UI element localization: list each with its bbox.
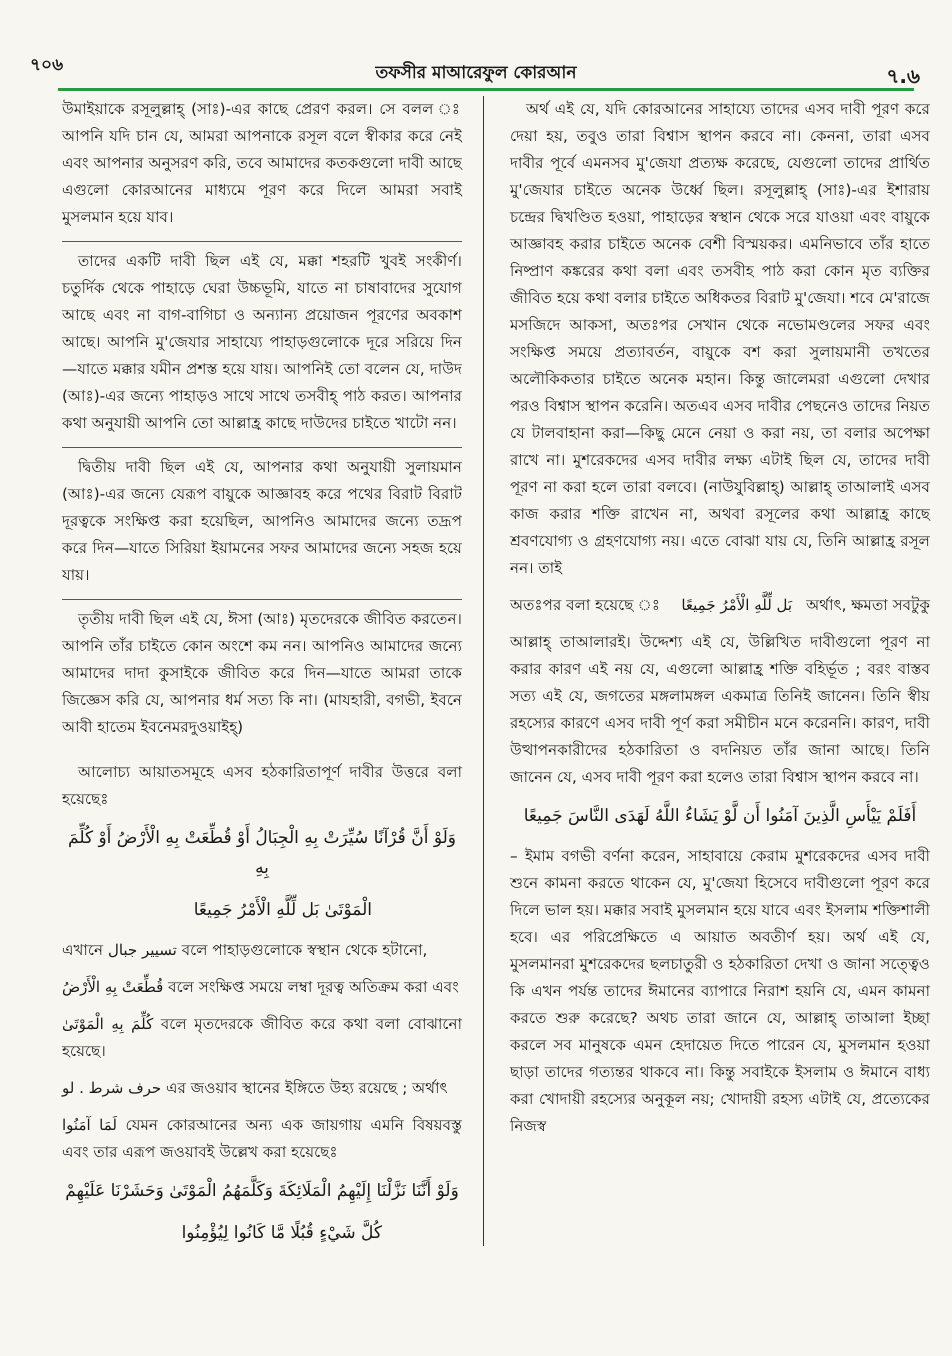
left-paragraph-1: উমাইয়াকে রসূলুল্লাহ্ (সাঃ)-এর কাছে প্রেরণ করল। সে বলল ঃ আপনি যদি চান যে, আমরা আপনাকে রসূল বলে স্বীকার করে নেই এবং আপনার অনুসরণ করি, তবে আমাদের কতকগুলো দাবী আছে এগুলো কোরআনের মাধ্যমে পূরণ করে দিলে আমরা সবাই মুসলমান হয়ে যাব।: [62, 100, 462, 226]
left-paragraph-8: [62, 1011, 462, 1065]
arabic-inline-qutti-at: قُطِّعَتْ بِهِ الْأَرْضُ: [62, 978, 164, 996]
left-paragraph-7: [62, 974, 462, 1001]
header-rule: [58, 88, 914, 91]
arabic-inline-lama-amanu: لَمَا آمَنُوا: [62, 1116, 117, 1134]
left-paragraph-2: তাদের একটি দাবী ছিল এই যে, মক্কা শহরটি খুবই সংকীর্ণ। চতুর্দিক থেকে পাহাড়ে ঘেরা উচ্চভূমি, যাতে না চাষাবাদের সুযোগ আছে এবং না বাগ-বাগিচা ও অন্যান্য প্রয়োজন পূরণের অবকাশ আছে। আপনি মু'জেযার সাহায্যে পাহাড়গুলোকে দূরে সরিয়ে দিন—যাতে মক্কার যমীন প্রশস্ত হয়ে যায়। আপনিই তো বলেন যে, দাউদ (আঃ)-এর জন্যে পাহাড়ও সাথে সাথে তসবীহ্ পাঠ করত। আপনার কথা অনুযায়ী আপনি তো আল্লাহ্র কাছে দাউদের চাইতে খাটো নন।: [62, 241, 462, 437]
column-divider: [483, 96, 484, 1246]
paragraph-2-start: অতঃপর বলা হয়েছে ঃ: [510, 596, 660, 614]
paragraph-6-end: বলে পাহাড়গুলোকে স্বস্থান থেকে হটানো,: [181, 941, 428, 959]
right-column: [510, 96, 930, 1150]
paragraph-10-text: যেমন কোরআনের অন্য এক জায়গায় এমনি বিষয়বস্তু এবং তার এরূপ জওয়াবই উল্লেখ করা হয়েছেঃ: [62, 1116, 463, 1161]
paragraph-6-start: এখানে: [62, 941, 104, 959]
arabic-verse-3: وَلَوْ أَنَّنَا نَزَّلْنَا إِلَيْهِمُ الْمَلَائِكَةَ وَكَلَّمَهُمُ الْمَوْتَىٰ وَحَشَرْنَا عَلَيْهِمْ: [65, 1181, 459, 1201]
paragraph-9-text: এর জওয়াব স্থানের ইঙ্গিতে উহ্য রয়েছে ; অর্থাৎ: [166, 1079, 448, 1097]
left-paragraph-5: আলোচ্য আয়াতসমূহে এসব হঠকারিতাপূর্ণ দাবীর উত্তরে বলা হয়েছেঃ: [62, 763, 462, 808]
left-paragraph-6: [62, 937, 462, 964]
right-paragraph-4: – ইমাম বগভী বর্ণনা করেন, সাহাবায়ে কেরাম মুশরেকদের এসব দাবী শুনে কামনা করতে থাকেন যে, মু'জেযা হিসেবে দাবীগুলো পূরণ করে দিলে ভাল হয়। মক্কার সবাই মুসলমান হয়ে যাবে এবং ইসলাম শক্তিশালী হবে। এর পরিপ্রেক্ষিতে এ আয়াত অবতীর্ণ হয়। অর্থ এই যে, মুসলমানরা মুশরেকদের ছলচাতুরী ও হঠকারিতা দেখা ও জানা সত্ত্বেও কি এখন পর্যন্ত তাদের ঈমানের ব্যাপারে নিরাশ হয়নি যে, এমন কামনা করতে শুরু করেছে? অথচ তারা জানে যে, আল্লাহ্ তাআলা ইচ্ছা করলে সব মানুষকে এমন হেদায়েত দিতে পারেন যে, মুসলমান হওয়া ছাড়া তাদের গত্যন্তর থাকবে না। কিন্তু সবাইকে ইসলাম ও ঈমানে বাধ্য করা খোদায়ী রহস্যের অনুকূল নয়; খোদায়ী রহস্য এটাই যে, প্রত্যেকের নিজস্ব: [510, 847, 930, 1135]
arabic-inline-taseer: تسيير جبال: [107, 941, 177, 959]
right-paragraph-3: আল্লাহ্ তাআলারই। উদ্দেশ্য এই যে, উল্লিখিত দাবীগুলো পূরণ না করার কারণ এই নয় যে, এগুলো আল্লাহ্র শক্তি বহির্ভূত ; বরং বাস্তব সত্য এই যে, জগতের মঙ্গলামঙ্গল একমাত্র তিনিই জানেন। তিনি স্বীয় রহস্যের কারণে এসব দাবী পূর্ণ করা সমীচীন মনে করেননি। কারণ, দাবী উত্থাপনকারীদের হঠকারিতা ও বদনিয়ত তাঁর জানা আছে। তিনি জানেন যে, এসব দাবী পূরণ করা হলেও তারা বিশ্বাস স্থাপন করবে না।: [510, 633, 930, 786]
paragraph-7-text: বলে সংক্ষিপ্ত সময়ে লম্বা দূরত্ব অতিক্রম করা এবং: [168, 978, 459, 996]
page-number-right: ৭.৬: [886, 64, 920, 88]
left-paragraph-10: [62, 1112, 462, 1166]
arabic-inline-lillah-amr: بَل لِّلَّهِ الْأَمْرُ جَمِيعًا: [681, 596, 793, 614]
arabic-inline-harf-shart: حرف شرط . لو: [62, 1079, 162, 1097]
arabic-verse-2: الْمَوْتَىٰ بَل لِّلَّهِ الْأَمْرُ جَمِيعًا: [193, 900, 372, 920]
arabic-verse-right: أَفَلَمْ يَيْأَسِ الَّذِينَ آمَنُوا أَن لَّوْ يَشَاءُ اللَّهُ لَهَدَى النَّاسَ جَمِيعًا: [523, 806, 917, 826]
left-paragraph-9: [62, 1075, 462, 1102]
running-title: তফসীর মাআরেফুল কোরআন: [375, 63, 577, 83]
right-paragraph-2: [510, 592, 930, 619]
left-column: [62, 96, 462, 1260]
paragraph-8-text: বলে মৃতদেরকে জীবিত করে কথা বলা বোঝানো হয়েছে।: [62, 1015, 462, 1060]
arabic-verse-4: كُلَّ شَيْءٍ قُبُلًا مَّا كَانُوا لِيُؤْمِنُوا: [181, 1223, 382, 1243]
arabic-verse-1: وَلَوْ أَنَّ قُرْآنًا سُيِّرَتْ بِهِ الْجِبَالُ أَوْ قُطِّعَتْ بِهِ الْأَرْضُ أَوْ كُلِّمَ بِهِ: [68, 828, 456, 878]
paragraph-2-end: অর্থাৎ, ক্ষমতা সবটুকু: [806, 596, 930, 614]
left-paragraph-4: তৃতীয় দাবী ছিল এই যে, ঈসা (আঃ) মৃতদেরকে জীবিত করতেন। আপনি তাঁর চাইতে কোন অংশে কম নন। আপনিও আমাদের জন্যে আমাদের দাদা কুসাইকে জীবিত করে দিন—যাতে আমরা তাকে জিজ্ঞেস করি যে, আপনার ধর্ম সত্য কি না। (মাযহারী, বগভী, ইবনে আবী হাতেম ইবনেমরদুওয়াইহ্): [62, 599, 462, 741]
left-paragraph-3: দ্বিতীয় দাবী ছিল এই যে, আপনার কথা অনুযায়ী সুলায়মান (আঃ)-এর জন্যে যেরূপ বায়ুকে আজ্ঞাবহ করে পথের বিরাট বিরাট দূরত্বকে সংক্ষিপ্ত করা হয়েছিল, আপনিও আমাদের জন্যে তদ্রূপ করে দিন—যাতে সিরিয়া ইয়ামনের সফর আমাদের জন্যে সহজ হয়ে যায়।: [62, 447, 462, 589]
arabic-inline-kullima: كُلِّمَ بِهِ الْمَوْتَىٰ: [62, 1015, 154, 1033]
right-paragraph-1: অর্থ এই যে, যদি কোরআনের সাহায্যে তাদের এসব দাবী পূরণ করে দেয়া হয়, তবুও তারা বিশ্বাস স্থাপন করবে না। কেননা, তারা এসব দাবীর পূর্বে এমনসব মু'জেযা প্রত্যক্ষ করেছে, যেগুলো তাদের প্রার্থিত মু'জেযার চাইতে অনেক উর্ধ্বে ছিল। রসূলুল্লাহ্ (সাঃ)-এর ইশারায় চন্দ্রের দ্বিখণ্ডিত হওয়া, পাহাড়ের স্বস্থান থেকে সরে যাওয়া এবং বায়ুকে আজ্ঞাবহ করার চাইতে অনেক বেশী বিস্ময়কর। এমনিভাবে তাঁর হাতে নিষ্প্রাণ কঙ্করের কথা বলা এবং তসবীহ পাঠ করা কোন মৃত ব্যক্তির জীবিত হয়ে কথা বলার চাইতে অধিকতর বিরাট মু'জেযা। শবে মে'রাজে মসজিদে আকসা, অতঃপর সেখান থেকে নভোমণ্ডলের সফর এবং সংক্ষিপ্ত সময়ে প্রত্যাবর্তন, বায়ুকে বশ করা সুলায়মানী তখতের অলৌকিকতার চাইতে অনেক মহান। কিন্তু জালেমরা এগুলো দেখার পরও বিশ্বাস স্থাপন করেনি। অতএব এসব দাবীর পেছনেও তাদের নিয়ত যে টালবাহানা করা—কিছু মেনে নেয়া ও করা নয়, তা বলার অপেক্ষা রাখে না। মুশরেকদের এসব দাবীর লক্ষ্য এটাই ছিল যে, তাদের দাবী পূরণ না করা হলে তারা বলবে। (নাউযুবিল্লাহ্) আল্লাহ্ তাআলাই এসব কাজ করার শক্তি রাখেন না, অথবা রসূলের কথা আল্লাহ্র কাছে শ্রবণযোগ্য ও গ্রহণযোগ্য নয়। এতে বোঝা যায় যে, তিনি আল্লাহ্র রসূল নন। তাই: [510, 100, 930, 577]
page-number-left: ৭০৬: [30, 55, 64, 75]
